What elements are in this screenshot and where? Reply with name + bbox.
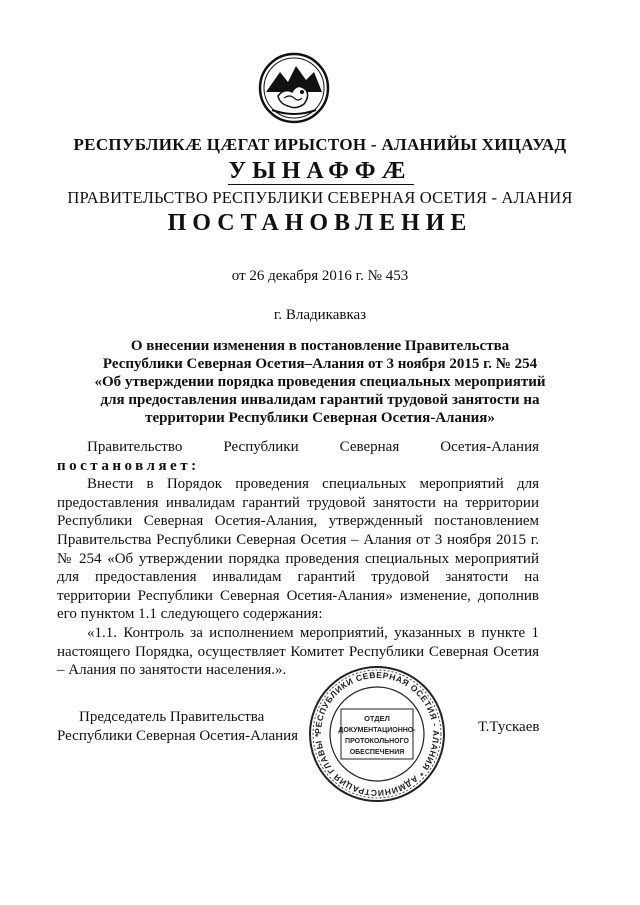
quoted-paragraph: «1.1. Контроль за исполнением мероприятий, указанных в пункте 1 настоящего Порядка, осуществляет Комитет Республики Северная Осетия – Алания по занятости населения.». [57, 624, 539, 679]
russian-government-line: ПРАВИТЕЛЬСТВО РЕСПУБЛИКИ СЕВЕРНАЯ ОСЕТИЯ - АЛАНИЯ [67, 188, 573, 207]
preamble-verb [57, 457, 539, 476]
signatory-position-line: Республики Северная Осетия-Алания [57, 727, 299, 744]
subject-line: О внесении изменения в постановление Правительства [130, 338, 510, 354]
svg-text:РЕСПУБЛИКИ СЕВЕРНАЯ ОСЕТИЯ - А [313, 670, 441, 798]
seal-outer-text: РЕСПУБЛИКИ СЕВЕРНАЯ ОСЕТИЯ - АЛАНИЯ * АДМИНИСТРАЦИЯ ГЛАВЫ * [312, 669, 442, 799]
ossetian-government-line: РЕСПУБЛИКÆ ЦÆГАТ ИРЫСТОН - АЛАНИЙЫ ХИЦАУАД [73, 135, 567, 154]
main-paragraph: Внести в Порядок проведения специальных мероприятий для предоставления инвалидам гарантий трудовой занятости на территории Республики Северная Осетия-Алания, утвержденный постановлением Правительства Республики Северная Осетия – Алания от 3 ноября 2015 г. № 254 «Об утверждении порядка проведения специальных мероприятий для предоставления инвалидам гарантий трудовой занятости на территории Республики Северная Осетия-Алания» изменение, дополнив его пунктом 1.1 следующего содержания: [57, 476, 539, 623]
official-seal [307, 664, 447, 804]
decrees-word: постановляет: [57, 457, 200, 474]
subject-line: Республики Северная Осетия–Алания от 3 ноября 2015 г. № 254 [102, 356, 538, 372]
signatory-name: Т.Тускаев [478, 719, 540, 735]
coat-of-arms-emblem [258, 52, 330, 124]
header-divider [228, 184, 414, 185]
subject-line: «Об утверждении порядка проведения специальных мероприятий [94, 374, 546, 390]
decree-subject [70, 337, 570, 427]
seal-center-line: ПРОТОКОЛЬНОГО [345, 738, 409, 745]
decree-city: г. Владикавказ [273, 307, 367, 323]
signatory-position [57, 708, 298, 745]
signatory-position-line: Председатель Правительства [79, 709, 265, 725]
seal-center-line: ОБЕСПЕЧЕНИЯ [349, 749, 405, 756]
ossetian-decree-title: УЫНАФФÆ [228, 158, 412, 184]
decree-body [57, 438, 539, 680]
seal-center-line: ОТДЕЛ [364, 714, 390, 723]
preamble-line: Правительство Республики Северная Осетия-Алания [87, 439, 539, 455]
subject-line: для предоставления инвалидам гарантий трудовой занятости на [100, 392, 540, 408]
seal-center-line: ДОКУМЕНТАЦИОННО- [338, 727, 416, 734]
russian-decree-title: ПОСТАНОВЛЕНИЕ [167, 210, 473, 236]
decree-date-number: от 26 декабря 2016 г. № 453 [231, 268, 409, 284]
subject-line: территории Республики Северная Осетия-Алания» [145, 410, 495, 426]
